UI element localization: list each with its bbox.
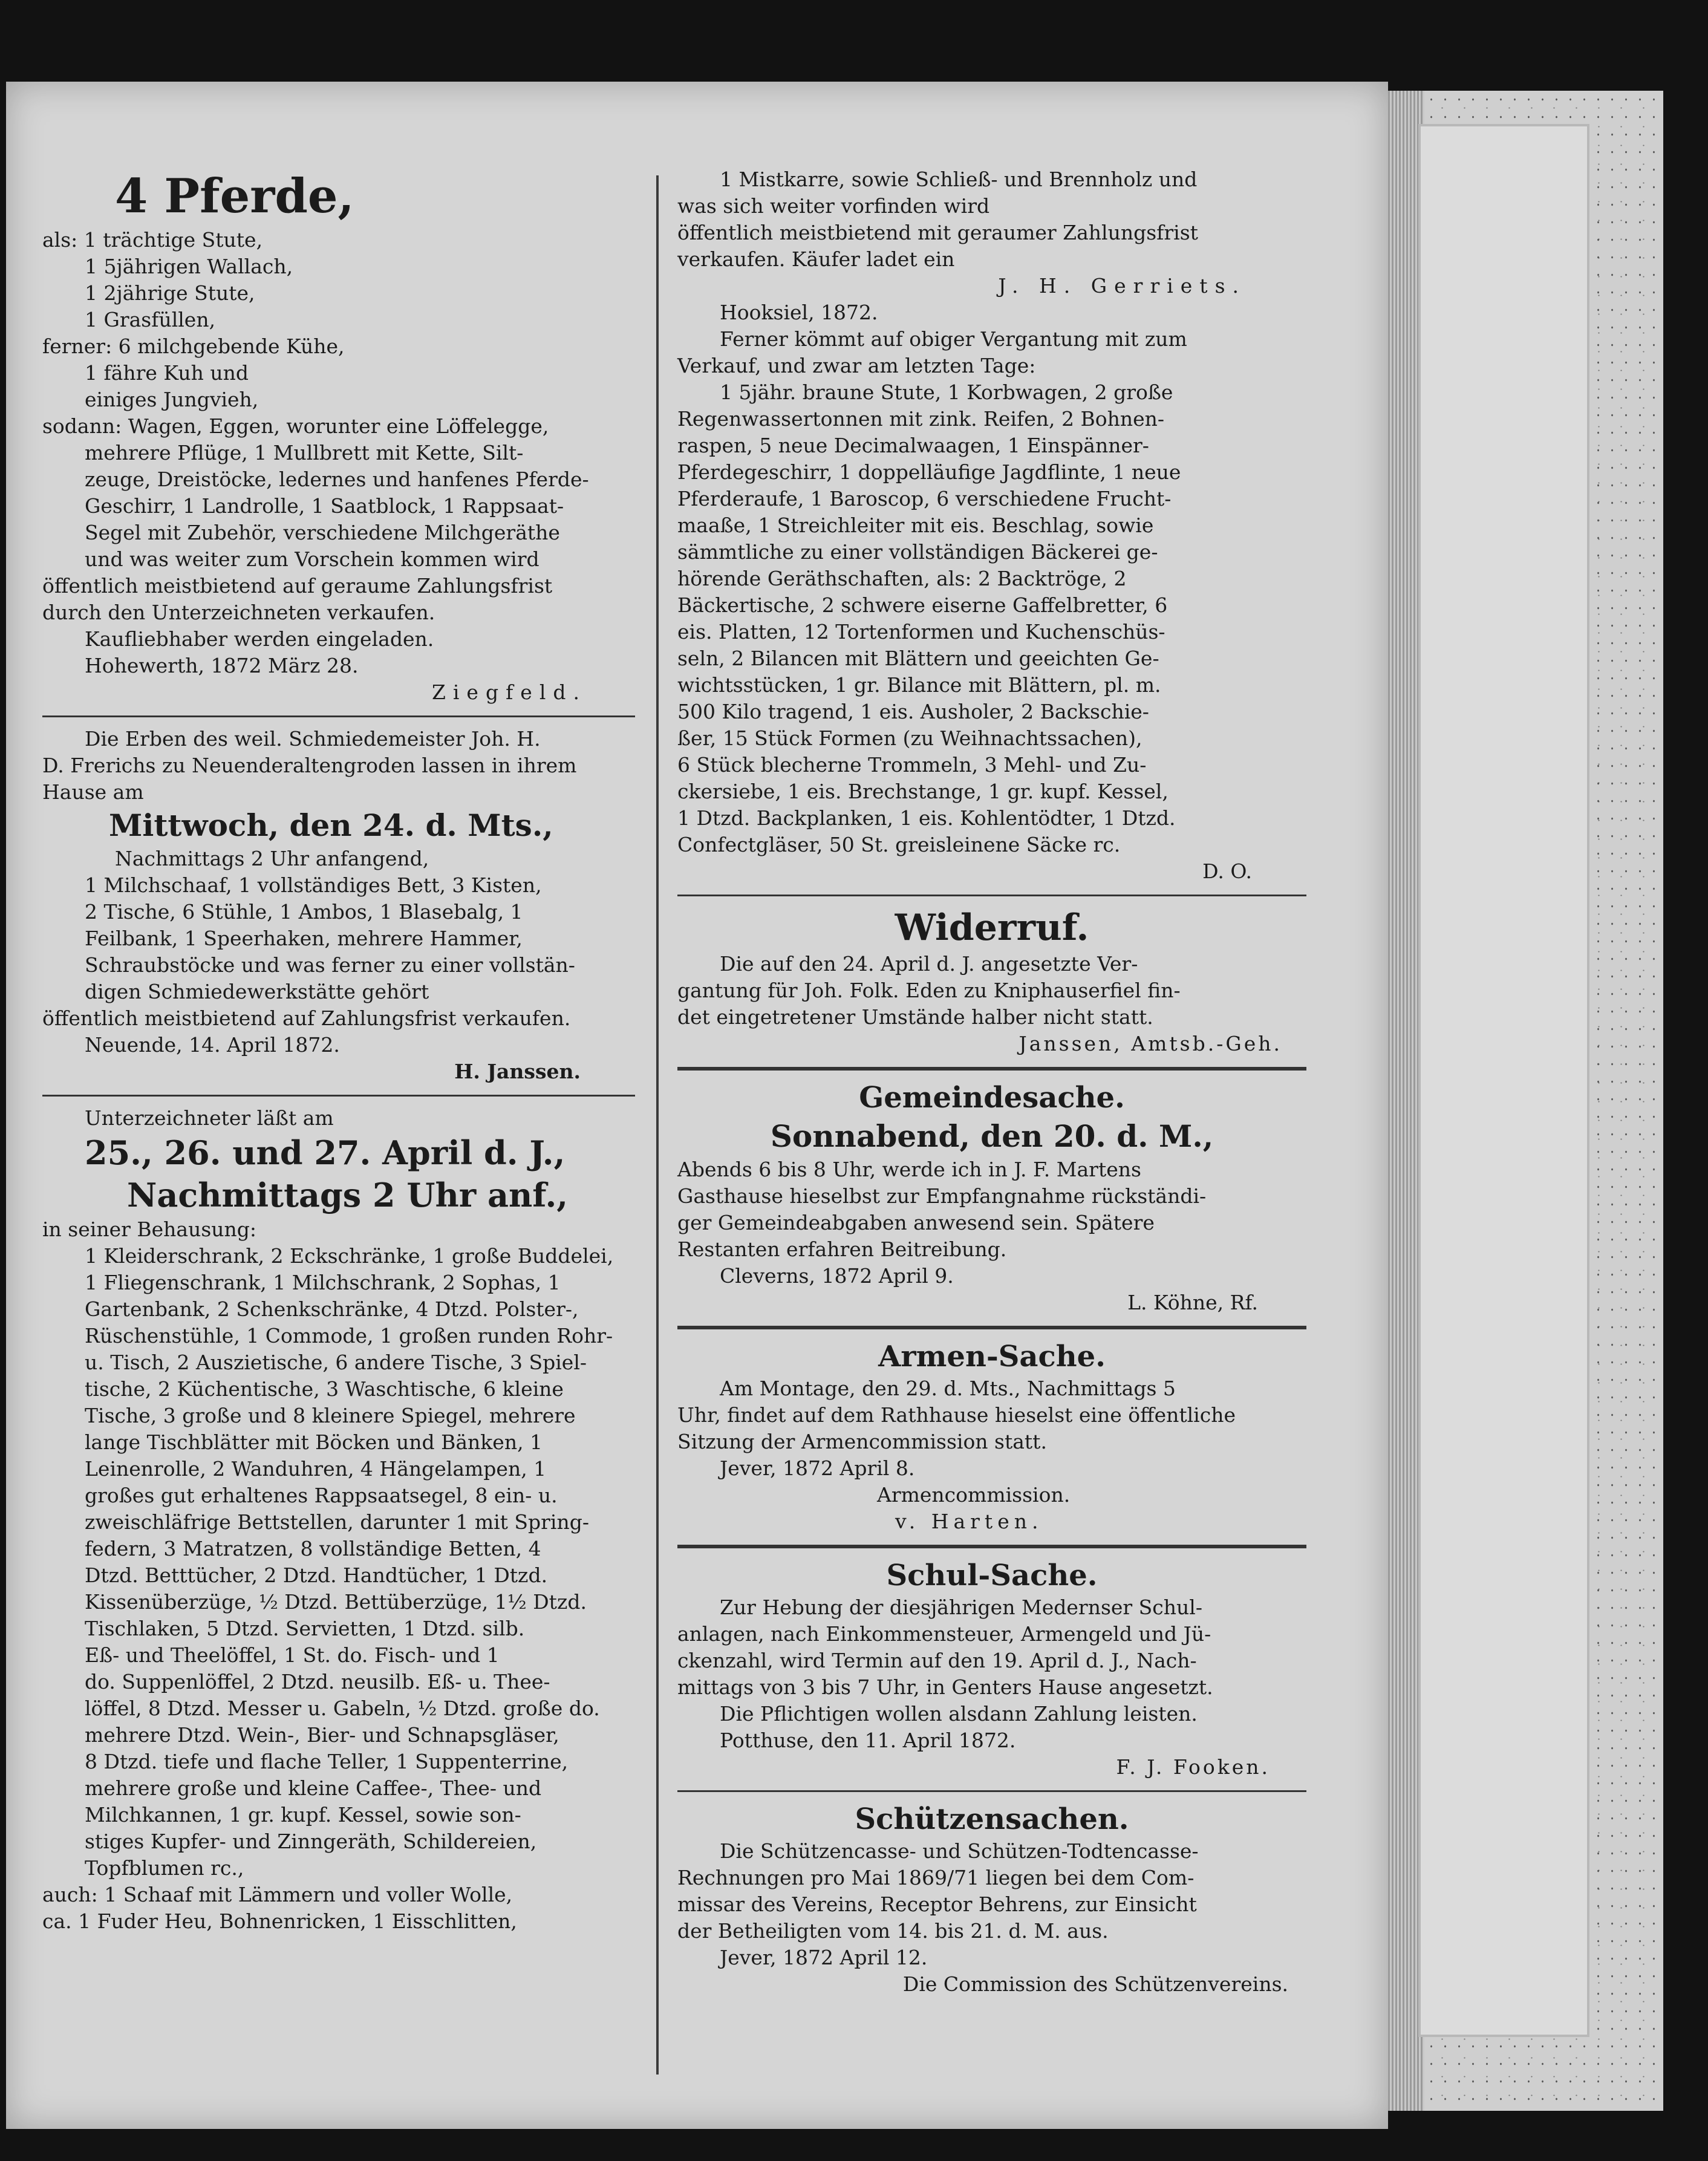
ad-line: Hohewerth, 1872 März 28. — [85, 654, 359, 677]
ad-line: maaße, 1 Streichleiter mit eis. Beschlag, sowie — [677, 513, 1154, 537]
ad-line: Kissenüberzüge, ½ Dtzd. Bettüberzüge, 1½ Dtzd. — [85, 1590, 587, 1614]
ad-signature: Die Commission des Schützenvereins. — [902, 1972, 1288, 1996]
ad-line: Nachmittags 2 Uhr anfangend, — [115, 847, 429, 870]
ad-signature: J. H. Gerriets. — [998, 274, 1246, 298]
ad-line: Sitzung der Armencommission statt. — [677, 1430, 1047, 1453]
ad-line: Milchkannen, 1 gr. kupf. Kessel, sowie son- — [85, 1803, 521, 1827]
ad-line: öffentlich meistbietend auf Zahlungsfrist verkaufen. — [42, 1006, 571, 1030]
ad-line: Jever, 1872 April 12. — [720, 1946, 928, 1969]
ad-separator — [677, 895, 1306, 896]
ad-line: Topfblumen rc., — [85, 1856, 244, 1880]
ad-line: 1 2jährige Stute, — [85, 281, 255, 305]
ad-signature: F. J. Fooken. — [1116, 1755, 1270, 1779]
ad-signature: v. Harten. — [895, 1510, 1043, 1533]
ad-line: durch den Unterzeichneten verkaufen. — [42, 601, 435, 624]
ad-line: digen Schmiedewerkstätte gehört — [85, 980, 429, 1003]
ad-line: Die Erben des weil. Schmiedemeister Joh. H. — [85, 727, 541, 751]
ad-line: 1 Dtzd. Backplanken, 1 eis. Kohlentödter, 1 Dtzd. — [677, 806, 1176, 830]
ad-line: was sich weiter vorfinden wird — [677, 194, 990, 218]
ad-separator — [677, 1067, 1306, 1071]
ad-separator — [677, 1545, 1306, 1548]
ad-title: Schützensachen. — [855, 1802, 1129, 1836]
ad-line: mehrere Pflüge, 1 Mullbrett mit Kette, Silt- — [85, 441, 524, 464]
ad-line: Am Montage, den 29. d. Mts., Nachmittags 5 — [720, 1377, 1176, 1400]
ad-erben — [42, 726, 635, 1085]
left-column — [42, 166, 635, 1940]
ad-line: Cleverns, 1872 April 9. — [720, 1264, 954, 1288]
ad-line: Schraubstöcke und was ferner zu einer vollstän- — [85, 953, 575, 977]
ad-date: Mittwoch, den 24. d. Mts., — [109, 807, 553, 843]
ad-line: Feilbank, 1 Speerhaken, mehrere Hammer, — [85, 927, 523, 950]
ad-line: tische, 2 Küchentische, 3 Waschtische, 6 kleine — [85, 1377, 564, 1401]
ad-line: verkaufen. Käufer ladet ein — [677, 247, 955, 271]
ad-line: in seiner Behausung: — [42, 1217, 257, 1241]
ad-line: Hause am — [42, 780, 144, 804]
ad-line: D. Frerichs zu Neuenderaltengroden lassen in ihrem — [42, 754, 577, 777]
ad-line: 1 Kleiderschrank, 2 Eckschränke, 1 große Buddelei, — [85, 1244, 614, 1268]
ad-line: Segel mit Zubehör, verschiedene Milchgeräthe — [85, 521, 560, 544]
ad-line: Restanten erfahren Beitreibung. — [677, 1237, 1007, 1261]
ad-armensache — [677, 1338, 1306, 1535]
ad-line: Tische, 3 große und 8 kleinere Spiegel, mehrere — [85, 1404, 576, 1427]
ad-line: 1 fähre Kuh und — [85, 361, 249, 385]
ad-line: Hooksiel, 1872. — [720, 301, 878, 324]
ad-widerruf — [677, 905, 1306, 1057]
ad-line: Rüschenstühle, 1 Commode, 1 großen runden Rohr- — [85, 1324, 613, 1348]
ad-line: mittags von 3 bis 7 Uhr, in Genters Hause angesetzt. — [677, 1675, 1213, 1699]
ad-line: Die auf den 24. April d. J. angesetzte Ver- — [720, 952, 1138, 976]
ad-line: 1 5jährigen Wallach, — [85, 255, 293, 278]
ad-line: det eingetretener Umstände halber nicht statt. — [677, 1005, 1153, 1029]
ad-title: Gemeindesache. — [859, 1081, 1125, 1115]
ad-title: 4 Pferde, — [115, 169, 354, 224]
ad-line: ckersiebe, 1 eis. Brechstange, 1 gr. kupf. Kessel, — [677, 780, 1169, 803]
ad-line: 1 Fliegenschrank, 1 Milchschrank, 2 Sophas, 1 — [85, 1271, 561, 1294]
ad-line: ca. 1 Fuder Heu, Bohnenricken, 1 Eisschlitten, — [42, 1909, 517, 1933]
ad-line: Bäckertische, 2 schwere eiserne Gaffelbretter, 6 — [677, 593, 1168, 617]
ad-line: Unterzeichneter läßt am — [85, 1106, 334, 1130]
ad-line: Jever, 1872 April 8. — [720, 1456, 915, 1480]
ad-line: missar des Vereins, Receptor Behrens, zur Einsicht — [677, 1892, 1197, 1916]
ad-line: raspen, 5 neue Decimalwaagen, 1 Einspänner- — [677, 434, 1149, 457]
ad-gerriets — [677, 166, 1306, 885]
ad-gemeindesache — [677, 1079, 1306, 1316]
ad-line: löffel, 8 Dtzd. Messer u. Gabeln, ½ Dtzd. große do. — [85, 1697, 600, 1720]
ad-line: 1 Grasfüllen, — [85, 308, 216, 331]
ad-schuetzensachen — [677, 1801, 1306, 1998]
ad-line: anlagen, nach Einkommensteuer, Armengeld und Jü- — [677, 1622, 1211, 1646]
ad-line: Eß- und Theelöffel, 1 St. do. Fisch- und 1 — [85, 1643, 500, 1667]
ad-line: Leinenrolle, 2 Wanduhren, 4 Hängelampen, 1 — [85, 1457, 547, 1481]
ad-line: ger Gemeindeabgaben anwesend sein. Spätere — [677, 1211, 1155, 1234]
ad-line: zweischläfrige Bettstellen, darunter 1 mit Spring- — [85, 1510, 590, 1534]
right-column — [677, 166, 1306, 2003]
ad-line: 1 5jähr. braune Stute, 1 Korbwagen, 2 große — [720, 380, 1173, 404]
ad-line: seln, 2 Bilancen mit Blättern und geeichten Ge- — [677, 647, 1159, 670]
ad-line: Gartenbank, 2 Schenkschränke, 4 Dtzd. Polster-, — [85, 1297, 579, 1321]
ad-line: der Betheiligten vom 14. bis 21. d. M. aus. — [677, 1919, 1109, 1943]
ad-line: gantung für Joh. Folk. Eden zu Kniphauserfiel fin- — [677, 979, 1181, 1002]
ad-line: 1 Milchschaaf, 1 vollständiges Bett, 3 Kisten, — [85, 873, 542, 897]
board-inner-panel — [1418, 124, 1589, 2037]
ad-line: wichtsstücken, 1 gr. Bilance mit Blättern, pl. m. — [677, 673, 1161, 697]
ad-line: Verkauf, und zwar am letzten Tage: — [677, 354, 1036, 377]
ad-line: lange Tischblätter mit Böcken und Bänken, 1 — [85, 1430, 543, 1454]
ad-title: Armen-Sache. — [878, 1340, 1106, 1374]
ad-pferde — [42, 166, 635, 706]
ad-line: auch: 1 Schaaf mit Lämmern und voller Wolle, — [42, 1883, 513, 1906]
newspaper-page — [6, 82, 1388, 2129]
ad-separator — [42, 1095, 635, 1097]
ad-line: mehrere große und kleine Caffee-, Thee- und — [85, 1776, 542, 1800]
ad-line: Pferderaufe, 1 Baroscop, 6 verschiedene Frucht- — [677, 487, 1172, 510]
ad-line: Dtzd. Betttücher, 2 Dtzd. Handtücher, 1 Dtzd. — [85, 1563, 548, 1587]
ad-signature: L. Köhne, Rf. — [1127, 1291, 1258, 1314]
ad-schulsache — [677, 1557, 1306, 1781]
ad-signature: Janssen, Amtsb.-Geh. — [1019, 1032, 1282, 1055]
ad-line: 8 Dtzd. tiefe und flache Teller, 1 Suppenterrine, — [85, 1750, 569, 1773]
ad-line: sodann: Wagen, Eggen, worunter eine Löffelegge, — [42, 414, 549, 438]
ad-line: und was weiter zum Vorschein kommen wird — [85, 547, 539, 571]
ad-line: ckenzahl, wird Termin auf den 19. April d. J., Nach- — [677, 1649, 1197, 1672]
ad-line: Regenwassertonnen mit zink. Reifen, 2 Bohnen- — [677, 407, 1165, 431]
ad-date: Sonnabend, den 20. d. M., — [770, 1118, 1214, 1154]
ad-line: sämmtliche zu einer vollständigen Bäckerei ge- — [677, 540, 1158, 564]
ad-line: öffentlich meistbietend auf geraume Zahlungsfrist — [42, 574, 553, 598]
ad-line: Potthuse, den 11. April 1872. — [720, 1729, 1016, 1752]
ad-line: 2 Tische, 6 Stühle, 1 Ambos, 1 Blasebalg, 1 — [85, 900, 523, 924]
ad-line: Abends 6 bis 8 Uhr, werde ich in J. F. Martens — [677, 1158, 1141, 1181]
ad-separator — [677, 1326, 1306, 1329]
ad-title: Widerruf. — [895, 907, 1089, 949]
ad-time: Nachmittags 2 Uhr anf., — [127, 1176, 569, 1214]
ad-signature: H. Janssen. — [454, 1060, 581, 1083]
ad-line: einiges Jungvieh, — [85, 388, 259, 411]
ad-title: Schul-Sache. — [886, 1559, 1098, 1592]
ad-line: 500 Kilo tragend, 1 eis. Ausholer, 2 Backschie- — [677, 700, 1149, 723]
ad-behausung — [42, 1105, 635, 1935]
ad-line: Ferner kömmt auf obiger Vergantung mit zum — [720, 327, 1187, 351]
ad-line: 1 Mistkarre, sowie Schließ- und Brennholz und — [720, 168, 1198, 191]
ad-line: ßer, 15 Stück Formen (zu Weihnachtssachen), — [677, 726, 1142, 750]
ad-line: stiges Kupfer- und Zinngeräth, Schildereien, — [85, 1830, 537, 1853]
ad-line: 6 Stück blecherne Trommeln, 3 Mehl- und Zu- — [677, 753, 1147, 777]
ad-line: u. Tisch, 2 Auszietische, 6 andere Tische, 3 Spiel- — [85, 1351, 587, 1374]
ad-line: Zur Hebung der diesjährigen Medernser Schul- — [720, 1595, 1202, 1619]
ad-line: ferner: 6 milchgebende Kühe, — [42, 334, 345, 358]
ad-line: Confectgläser, 50 St. greisleinene Säcke rc. — [677, 833, 1121, 856]
ad-line: Die Schützencasse- und Schützen-Todtencasse- — [720, 1839, 1199, 1863]
ad-line: öffentlich meistbietend mit geraumer Zahlungsfrist — [677, 221, 1198, 244]
ad-line: federn, 3 Matratzen, 8 vollständige Betten, 4 — [85, 1537, 541, 1560]
ad-line: Die Pflichtigen wollen alsdann Zahlung leisten. — [720, 1702, 1198, 1726]
ad-date: 25., 26. und 27. April d. J., — [85, 1133, 566, 1172]
column-divider — [656, 175, 659, 2075]
ad-initials: D. O. — [1202, 859, 1252, 883]
ad-line: zeuge, Dreistöcke, ledernes und hanfenes Pferde- — [85, 468, 589, 491]
ad-line: Rechnungen pro Mai 1869/71 liegen bei dem Com- — [677, 1866, 1195, 1889]
ad-signature: Armencommission. — [877, 1483, 1071, 1507]
ad-separator — [42, 715, 635, 717]
ad-line: als: 1 trächtige Stute, — [42, 228, 263, 252]
ad-line: großes gut erhaltenes Rappsaatsegel, 8 ein- u. — [85, 1484, 558, 1507]
ad-line: Gasthause hieselbst zur Empfangnahme rückständi- — [677, 1184, 1207, 1208]
ad-line: Kaufliebhaber werden eingeladen. — [85, 627, 434, 651]
ad-line: Geschirr, 1 Landrolle, 1 Saatblock, 1 Rappsaat- — [85, 494, 564, 518]
ad-line: Pferdegeschirr, 1 doppelläufige Jagdflinte, 1 neue — [677, 460, 1181, 484]
ad-line: mehrere Dtzd. Wein-, Bier- und Schnapsgläser, — [85, 1723, 559, 1747]
ad-line: eis. Platten, 12 Tortenformen und Kuchenschüs- — [677, 620, 1165, 644]
ad-signature: Ziegfeld. — [431, 680, 587, 704]
ad-line: Tischlaken, 5 Dtzd. Servietten, 1 Dtzd. silb. — [85, 1617, 525, 1640]
ad-line: hörende Geräthschaften, als: 2 Backtröge, 2 — [677, 567, 1127, 590]
ad-line: Uhr, findet auf dem Rathhause hieselst eine öffentliche — [677, 1403, 1236, 1427]
ad-separator — [677, 1790, 1306, 1792]
ad-line: Neuende, 14. April 1872. — [85, 1033, 340, 1057]
ad-line: do. Suppenlöffel, 2 Dtzd. neusilb. Eß- u. Thee- — [85, 1670, 550, 1693]
